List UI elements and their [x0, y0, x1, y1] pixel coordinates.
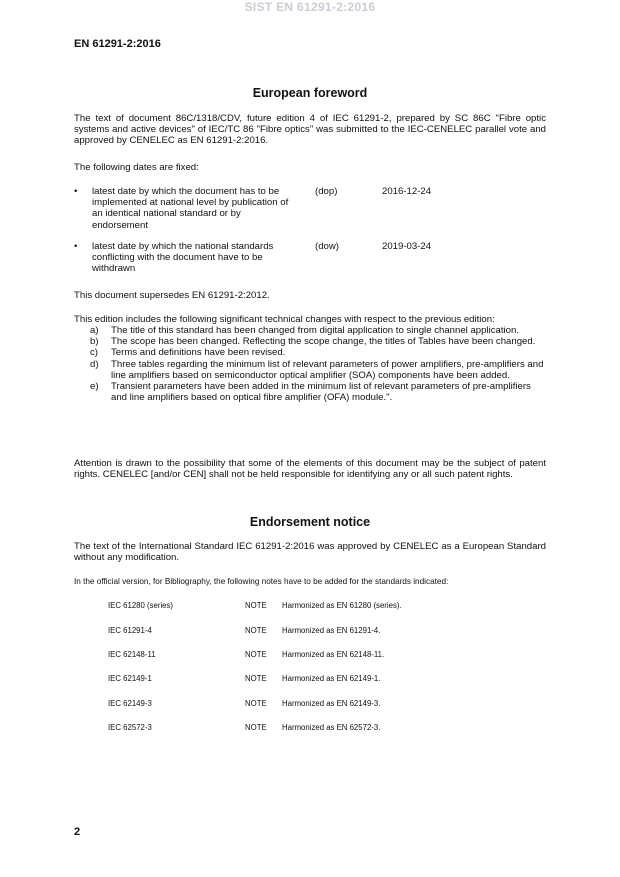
note-standard: IEC 62572-3 [108, 723, 152, 732]
changes-intro: This edition includes the following significant technical changes with respect to the previous edition: [74, 314, 495, 325]
date-item-abbr: (dow) [315, 241, 339, 252]
list-item [90, 325, 546, 336]
list-item-label: b) [90, 336, 99, 348]
list-item-text: Transient parameters have been added in the minimum list of relevant parameters of pre-amplifiers and line amplifiers based on optical fibre amplifier (OFA) module.". [111, 381, 531, 404]
list-item [90, 336, 546, 347]
endorsement-title: Endorsement notice [249, 515, 371, 529]
bullet-icon: • [74, 186, 78, 197]
date-item-text: latest date by which the document has to be implemented at national level by publication of an identical national standard or by endorsement [92, 186, 289, 231]
list-item-label: a) [90, 325, 99, 336]
watermark: SIST EN 61291-2:2016 [244, 0, 376, 14]
note-standard: IEC 62148-11 [108, 650, 156, 659]
foreword-intro: The text of document 86C/1318/CDV, future edition 4 of IEC 61291-2, prepared by SC 86C "Fibre optic systems and active devices" of IEC/TC 86 "Fibre optics" was submitted to the IEC-CENELEC parallel vote and approved by CENELEC as EN 61291-2:2016. [74, 113, 546, 147]
note-standard: IEC 62149-1 [108, 674, 152, 683]
note-standard: IEC 61280 (series) [108, 601, 174, 610]
foreword-title: European foreword [252, 86, 368, 100]
note-label: NOTE [245, 626, 267, 635]
list-item-text: Three tables regarding the minimum list of relevant parameters of power amplifiers, pre-amplifiers and line amplifiers based on semiconductor optical amplifier (SOA) components have been added. [111, 358, 544, 381]
supersedes-text: This document supersedes EN 61291-2:2012. [74, 290, 270, 301]
note-label: NOTE [245, 674, 267, 683]
page-number: 2 [74, 826, 81, 838]
note-standard: IEC 62149-3 [108, 699, 152, 708]
dates-intro: The following dates are fixed: [74, 162, 199, 173]
endorsement-text: The text of the International Standard IEC 61291-2:2016 was approved by CENELEC as a European Standard without any modification. [74, 541, 546, 564]
list-item-text: The title of this standard has been changed from digital application to single channel application. [111, 325, 519, 336]
note-text: Harmonized as EN 62572-3. [282, 723, 381, 732]
list-item-text: Terms and definitions have been revised. [111, 347, 286, 359]
bibliography-intro: In the official version, for Bibliography, the following notes have to be added for the standards indicated: [74, 577, 449, 586]
list-item [90, 359, 546, 381]
list-item-label: d) [90, 358, 99, 370]
list-item-label: e) [90, 381, 99, 393]
date-item-abbr: (dop) [315, 186, 338, 197]
patent-notice: Attention is drawn to the possibility that some of the elements of this document may be the subject of patent rights. CENELEC [and/or CEN] shall not be held responsible for identifying any or all such patent rights. [74, 458, 546, 481]
note-text: Harmonized as EN 62148-11. [282, 650, 385, 659]
note-text: Harmonized as EN 61291-4. [282, 626, 381, 635]
list-item-text: The scope has been changed. Reflecting the scope change, the titles of Tables have been changed. [111, 336, 536, 348]
changes-list [90, 325, 546, 403]
note-standard: IEC 61291-4 [108, 626, 152, 635]
note-label: NOTE [245, 723, 267, 732]
list-item [90, 347, 546, 358]
note-text: Harmonized as EN 62149-3. [282, 699, 381, 708]
note-text: Harmonized as EN 61280 (series). [282, 601, 402, 610]
date-item-date: 2019-03-24 [382, 241, 432, 252]
document-code: EN 61291-2:2016 [74, 38, 161, 50]
note-label: NOTE [245, 650, 267, 659]
note-label: NOTE [245, 601, 267, 610]
note-text: Harmonized as EN 62149-1. [282, 674, 381, 683]
date-item-date: 2016-12-24 [382, 186, 432, 197]
date-item-text: latest date by which the national standards conflicting with the document have to be withdrawn [92, 241, 274, 275]
bullet-icon: • [74, 241, 78, 252]
note-label: NOTE [245, 699, 267, 708]
list-item [90, 381, 546, 403]
list-item-label: c) [90, 347, 98, 359]
